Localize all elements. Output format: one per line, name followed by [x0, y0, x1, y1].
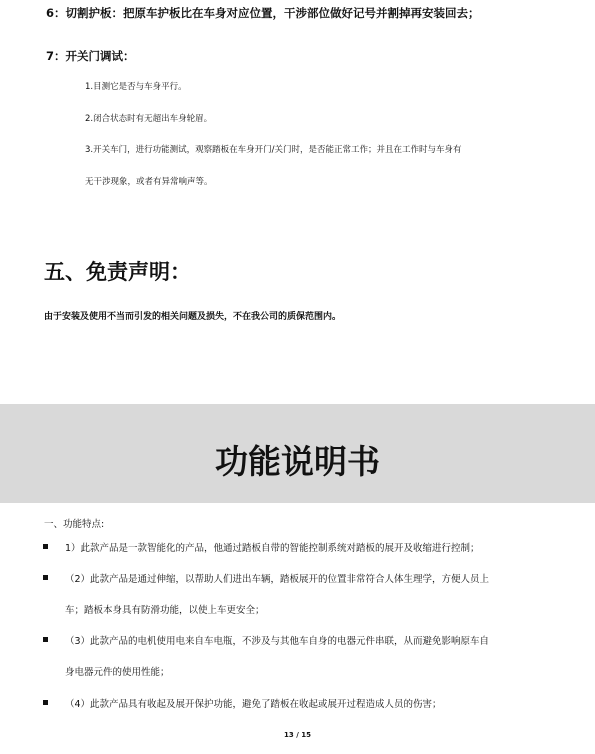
feature-2-line-2: 车；踏板本身具有防滑功能，以使上车更安全；	[65, 605, 265, 616]
page-number: 13 / 15	[284, 731, 311, 739]
step7-item-2: 2.闭合状态时有无超出车身轮眉。	[85, 114, 213, 124]
step7-item-1: 1.目测它是否与车身平行。	[85, 82, 187, 92]
feature-3-line-1: （3）此款产品的电机使用电来自车电瓶，不涉及与其他车自身的电器元件串联，从而避免影响原车自	[65, 636, 490, 647]
bullet-marker	[43, 575, 48, 580]
step6-text: 6：切割护板：把原车护板比在车身对应位置，干涉部位做好记号并割掉再安装回去；	[46, 6, 480, 20]
disclaimer-text: 由于安装及使用不当而引发的相关问题及损失，不在我公司的质保范围内。	[44, 312, 342, 322]
disclaimer-heading: 五、免责声明：	[44, 260, 191, 284]
features-heading: 一、功能特点:	[44, 519, 105, 530]
feature-2-line-1: （2）此款产品是通过伸缩，以帮助人们进出车辆，踏板展开的位置非常符合人体生理学，方便人员上	[65, 574, 490, 585]
manual-title: 功能说明书	[215, 442, 380, 481]
step7-heading: 7：开关门调试：	[46, 49, 135, 63]
bullet-marker	[43, 544, 48, 549]
feature-3-line-2: 身电器元件的使用性能；	[65, 667, 170, 678]
feature-4-line-1: （4）此款产品具有收起及展开保护功能，避免了踏板在收起或展开过程造成人员的伤害；	[65, 699, 442, 710]
step7-item-3: 3.开关车门，进行功能测试，观察踏板在车身开门/关门时，是否能正常工作；并且在工作时与车身有	[85, 145, 462, 155]
bullet-marker	[43, 637, 48, 642]
feature-1-line-1: 1）此款产品是一款智能化的产品，他通过踏板自带的智能控制系统对踏板的展开及收缩进行控制；	[65, 543, 480, 554]
step7-item-3-cont: 无干涉现象，或者有异常响声等。	[85, 177, 213, 187]
bullet-marker	[43, 700, 48, 705]
manual-title-banner	[0, 404, 595, 503]
